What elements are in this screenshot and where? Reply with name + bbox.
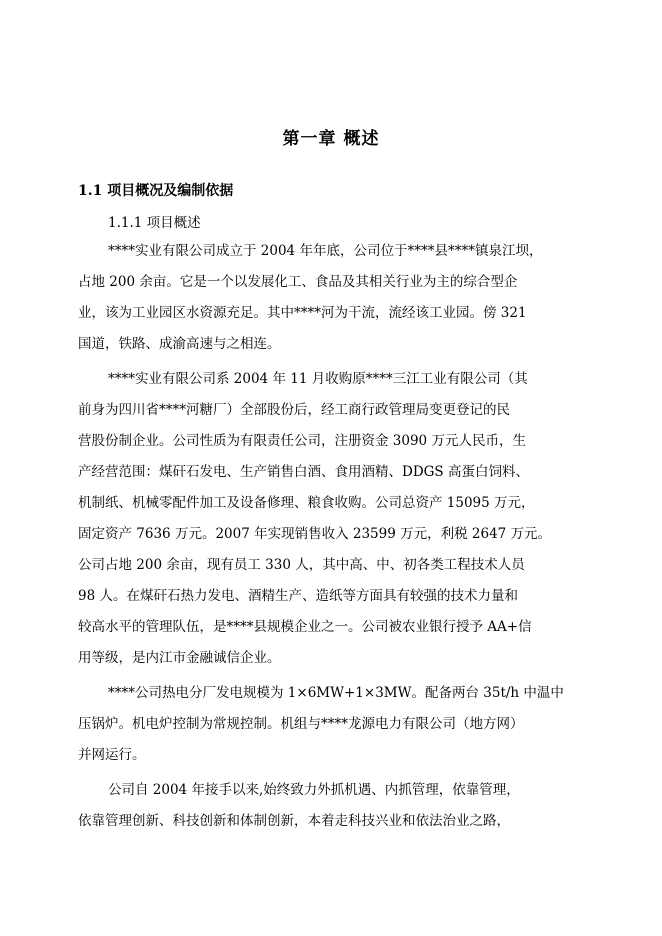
paragraph-line: ****公司热电分厂发电规模为 1×6MW+1×3MW。配备两台 35t/h 中温中 — [108, 685, 564, 701]
paragraph-line: ****实业有限公司系 2004 年 11 月收购原****三江工业有限公司（其 — [108, 371, 528, 387]
chapter-title: 第一章 概述 — [282, 129, 380, 149]
paragraph-line: 前身为四川省****河糖厂）全部股份后，经工商行政管理局变更登记的民 — [78, 402, 510, 418]
paragraph-line: 固定资产 7636 万元。2007 年实现销售收入 23599 万元，利税 2647 万元。 — [78, 526, 552, 542]
paragraph-line: 业，该为工业园区水资源充足。其中****河为干流，流经该工业园。傍 321 — [78, 305, 527, 321]
section-heading: 1.1 项目概况及编制依据 — [78, 183, 234, 199]
paragraph-line: 机制纸、机械零配件加工及设备修理、粮食收购。公司总资产 15095 万元， — [78, 495, 535, 511]
paragraph-line: 产经营范围：煤矸石发电、生产销售白酒、食用酒精、DDGS 高蛋白饲料、 — [78, 464, 529, 480]
paragraph-line: 压锅炉。机电炉控制为常规控制。机组与****龙源电力有限公司（地方网） — [78, 716, 524, 732]
paragraph-line: 较高水平的管理队伍，是****县规模企业之一。公司被农业银行授予 AA+信 — [78, 619, 532, 635]
paragraph-line: 用等级，是内江市金融诚信企业。 — [78, 650, 281, 666]
paragraph-line: 并网运行。 — [78, 747, 146, 763]
paragraph-line: 公司占地 200 余亩，现有员工 330 人，其中高、中、初各类工程技术人员 — [78, 557, 525, 573]
paragraph-line: 公司自 2004 年接手以来,始终致力外抓机遇、内抓管理，依靠管理， — [108, 782, 520, 798]
paragraph-line: ****实业有限公司成立于 2004 年年底，公司位于****县****镇泉江坝， — [108, 243, 543, 259]
paragraph-line: 98 人。在煤矸石热力发电、酒精生产、造纸等方面具有较强的技术力量和 — [78, 588, 518, 604]
paragraph-line: 依靠管理创新、科技创新和体制创新，本着走科技兴业和依法治业之路， — [78, 813, 510, 829]
paragraph-line: 占地 200 余亩。它是一个以发展化工、食品及其相关行业为主的综合型企 — [78, 274, 518, 290]
paragraph-line: 营股份制企业。公司性质为有限责任公司，注册资金 3090 万元人民币，生 — [78, 433, 526, 449]
paragraph-line: 国道，铁路、成渝高速与之相连。 — [78, 336, 281, 352]
subsection-heading: 1.1.1 项目概述 — [108, 215, 201, 231]
